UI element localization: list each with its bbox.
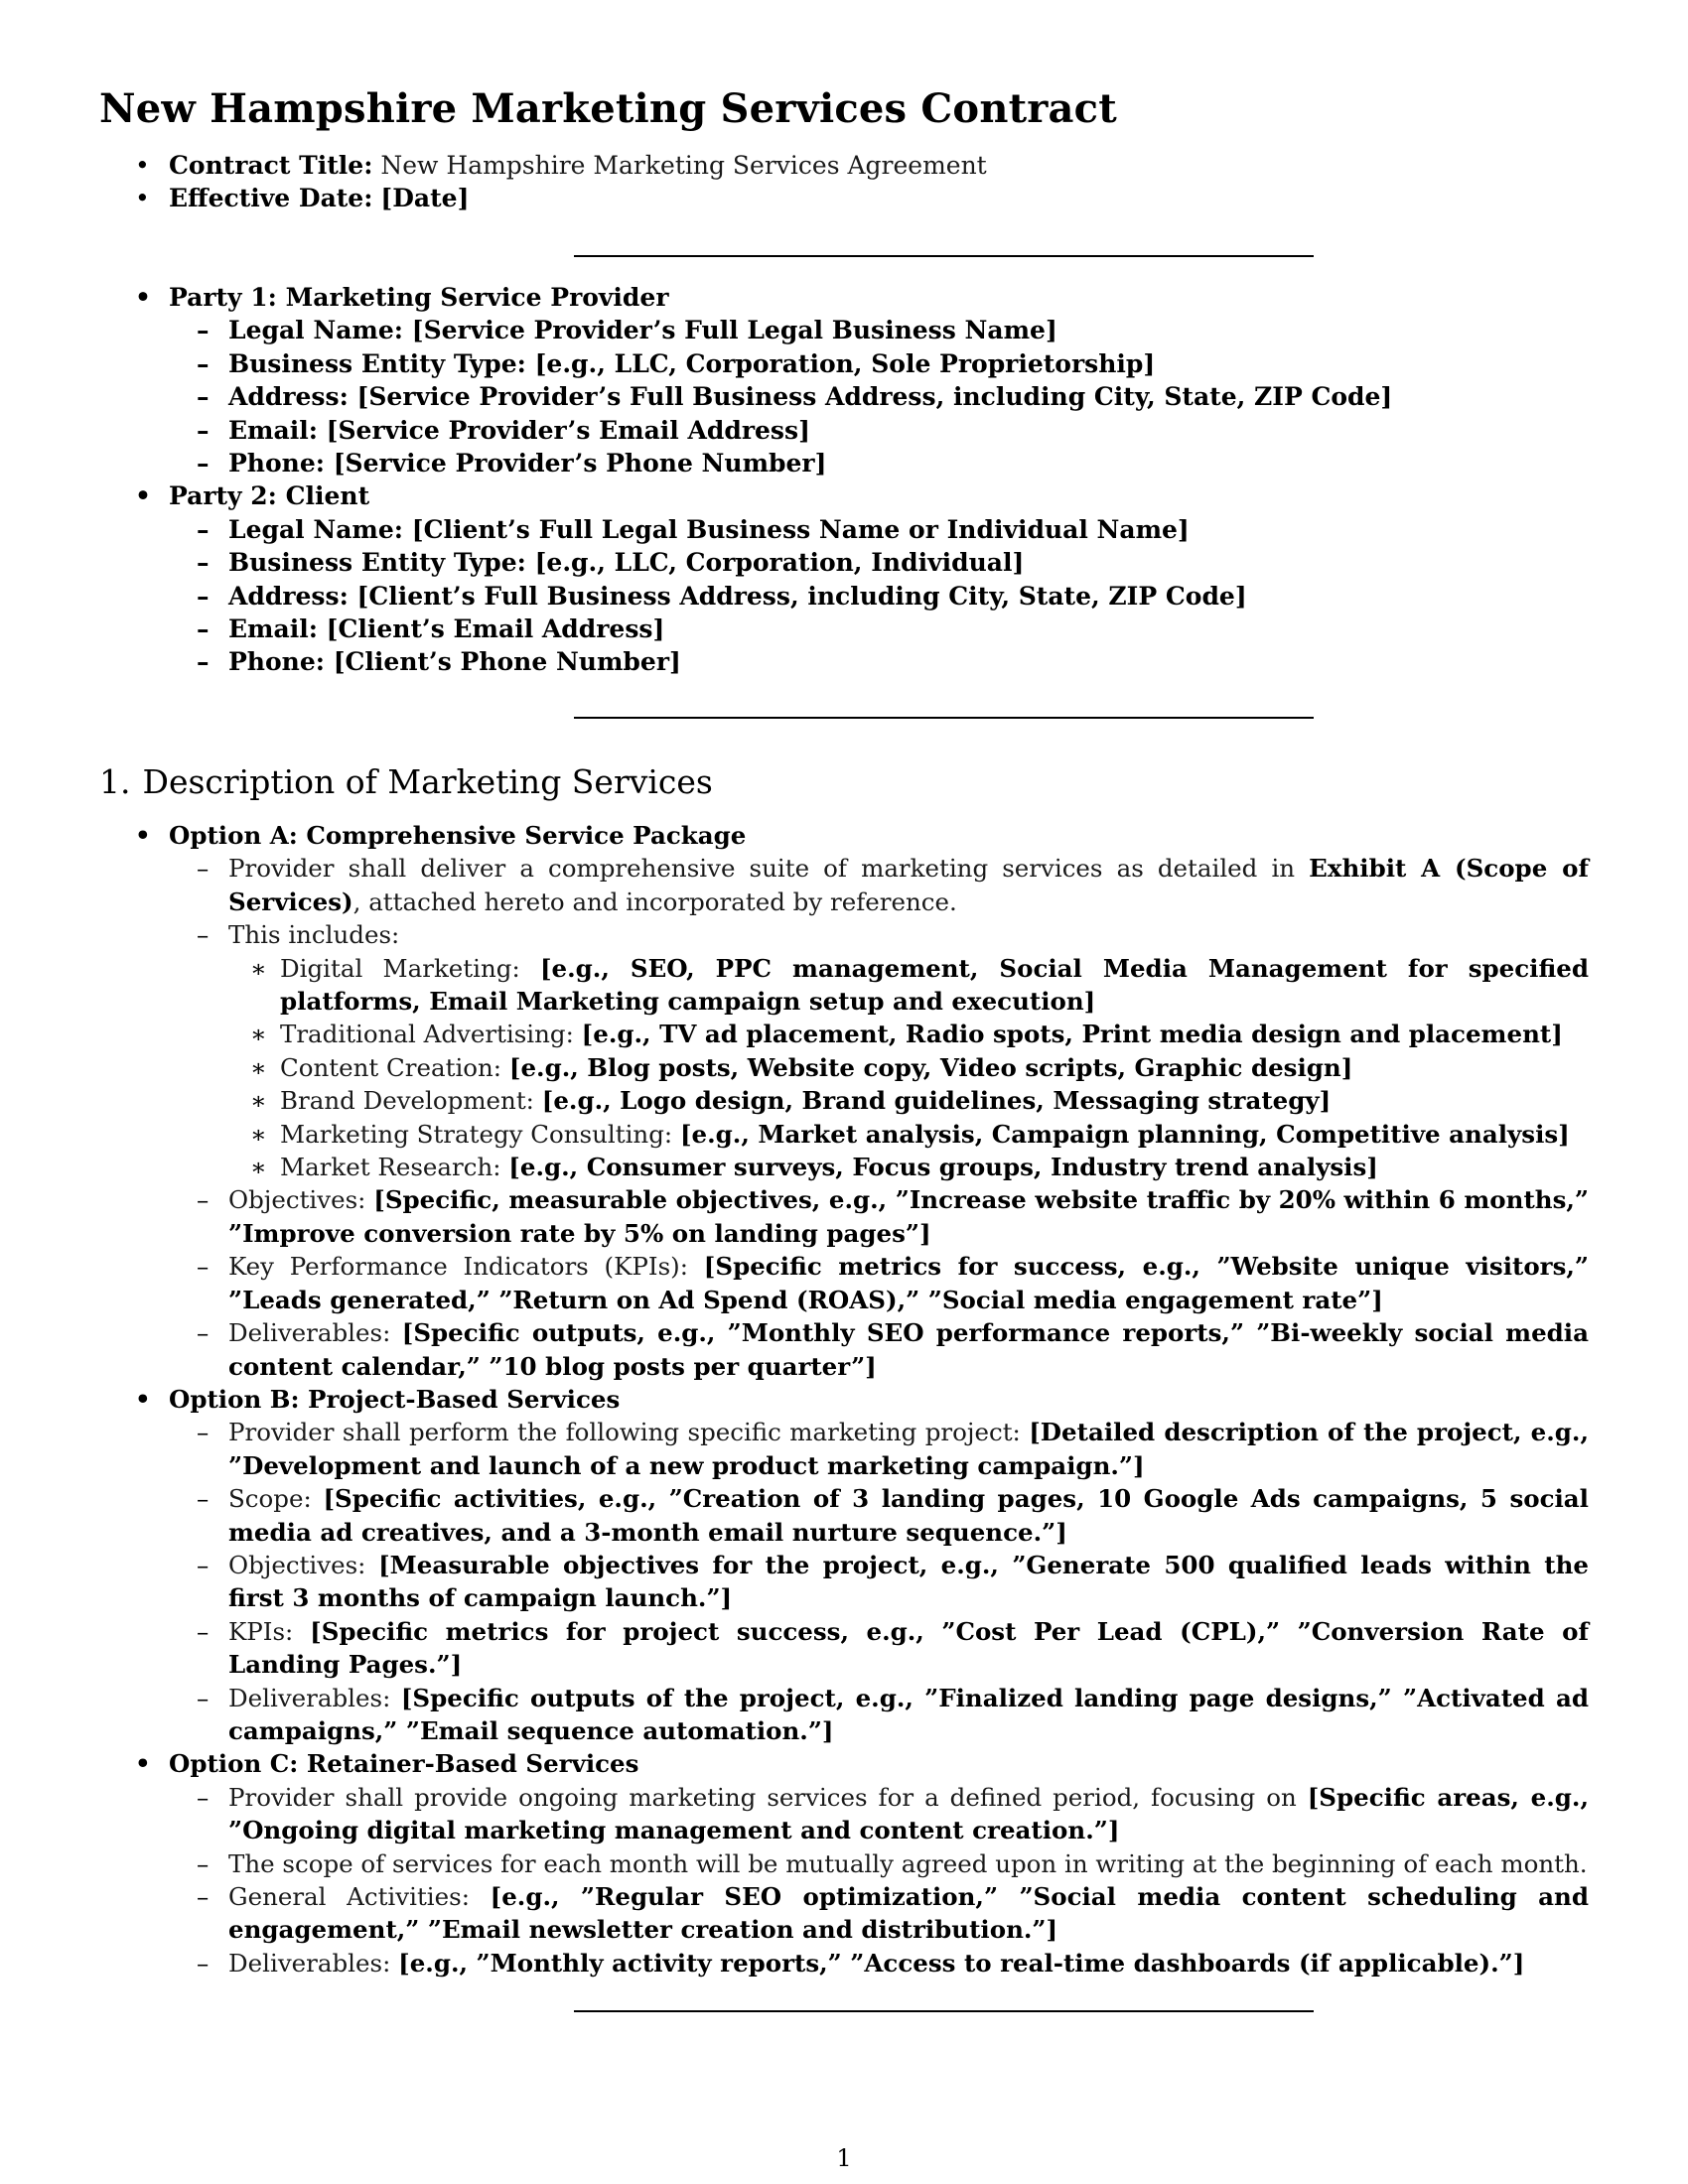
dash-icon: – (197, 449, 210, 478)
list-item: – Business Entity Type: [e.g., LLC, Corporation, Individual] (99, 546, 1589, 579)
dash-icon: – (197, 614, 210, 644)
contract-meta-list (99, 149, 1589, 215)
list-item: – Key Performance Indicators (KPIs): [Specific metrics for success, e.g., ”Website unique visitors,” ”Leads generated,” ”Return on Ad Spend (ROAS),” ”Social media engagement rate”] (197, 1252, 1589, 1314)
dash-icon: – (197, 1252, 210, 1282)
asterisk-icon: ∗ (250, 1020, 267, 1049)
dash-icon: – (197, 415, 210, 445)
dash-icon: – (197, 348, 210, 378)
list-item: – Objectives: [Specific, measurable objectives, e.g., ”Increase website traffic by 20% within 6 months,” ”Improve conversion rate by 5% on landing pages”] (197, 1185, 1589, 1248)
dash-icon: – (197, 1484, 210, 1514)
page-title: New Hampshire Marketing Services Contract (99, 85, 1117, 132)
bullet-icon: • (135, 151, 150, 180)
asterisk-icon: ∗ (250, 953, 267, 983)
asterisk-icon: ∗ (250, 1086, 267, 1116)
list-item: ∗ Content Creation: [e.g., Blog posts, Website copy, Video scripts, Graphic design] (99, 1051, 1589, 1084)
dash-icon: – (197, 1882, 210, 1911)
list-item: – Legal Name: [Client’s Full Legal Business Name or Individual Name] (99, 513, 1589, 546)
bullet-icon: • (135, 1384, 151, 1414)
option-b-heading: • Option B: Project-Based Services (99, 1383, 1589, 1416)
list-item: • Contract Title: New Hampshire Marketing Services Agreement (99, 149, 1589, 182)
dash-icon: – (197, 1550, 210, 1579)
list-item: – This includes: (99, 918, 1589, 951)
dash-icon: – (197, 920, 210, 950)
list-item: ∗ Market Research: [e.g., Consumer surveys, Focus groups, Industry trend analysis] (99, 1151, 1589, 1183)
dash-icon: – (197, 1848, 210, 1878)
bullet-icon: • (135, 1749, 151, 1779)
option-c-heading: • Option C: Retainer-Based Services (99, 1747, 1589, 1780)
divider (574, 255, 1314, 257)
list-item: – Email: [Service Provider’s Email Address] (99, 414, 1589, 447)
page-number: 1 (836, 2144, 852, 2172)
list-item: – Phone: [Service Provider’s Phone Number] (99, 447, 1589, 479)
list-item: – Deliverables: [e.g., ”Monthly activity reports,” ”Access to real-time dashboards (if applicable).”] (99, 1947, 1589, 1979)
dash-icon: – (197, 548, 210, 578)
list-item: ∗ Brand Development: [e.g., Logo design, Brand guidelines, Messaging strategy] (99, 1084, 1589, 1117)
dash-icon: – (197, 514, 210, 544)
party-1-heading: • Party 1: Marketing Service Provider (99, 281, 1589, 314)
list-item: – Scope: [Specific activities, e.g., ”Creation of 3 landing pages, 10 Google Ads campaigns, 5 social media ad creatives, and a 3-month email nurture sequence.”] (197, 1484, 1589, 1547)
asterisk-icon: ∗ (250, 1052, 267, 1082)
parties-list (99, 281, 1589, 679)
dash-icon: – (197, 1616, 210, 1646)
bullet-icon: • (135, 481, 151, 511)
dash-icon: – (197, 1948, 210, 1978)
list-item: – Business Entity Type: [e.g., LLC, Corporation, Sole Proprietorship] (99, 347, 1589, 380)
list-item: ∗ Marketing Strategy Consulting: [e.g., Market analysis, Campaign planning, Competitive analysis] (99, 1118, 1589, 1151)
list-item: – General Activities: [e.g., ”Regular SEO optimization,” ”Social media content scheduling and engagement,” ”Email newsletter creation and distribution.”] (197, 1882, 1589, 1945)
dash-icon: – (197, 581, 210, 611)
option-a-heading: • Option A: Comprehensive Service Package (99, 819, 1589, 852)
list-item: – Deliverables: [Specific outputs, e.g., ”Monthly SEO performance reports,” ”Bi-weekly social media content calendar,” ”10 blog posts per quarter”] (197, 1318, 1589, 1381)
dash-icon: – (197, 1418, 210, 1447)
list-item: – Objectives: [Measurable objectives for the project, e.g., ”Generate 500 qualified leads within the first 3 months of campaign launch.”] (197, 1550, 1589, 1613)
section-heading: 1. Description of Marketing Services (99, 762, 713, 801)
list-item: – Email: [Client’s Email Address] (99, 613, 1589, 645)
dash-icon: – (197, 382, 210, 412)
dash-icon: – (197, 1318, 210, 1348)
dash-icon: – (197, 1185, 210, 1215)
divider (574, 717, 1314, 719)
section-1-list (99, 819, 1589, 1979)
dash-icon: – (197, 316, 210, 345)
list-item: – Deliverables: [Specific outputs of the project, e.g., ”Finalized landing page designs,” ”Activated ad campaigns,” ”Email sequence automation.”] (197, 1683, 1589, 1745)
dash-icon: – (197, 1683, 210, 1712)
dash-icon: – (197, 1782, 210, 1812)
list-item: – Address: [Service Provider’s Full Business Address, including City, State, ZIP Code] (99, 380, 1589, 413)
party-2-heading: • Party 2: Client (99, 479, 1589, 512)
list-item: – Provider shall deliver a comprehensive suite of marketing services as detailed in Exhibit A (Scope of Services), attached hereto and incorporated by reference. (197, 854, 1589, 916)
asterisk-icon: ∗ (250, 1153, 267, 1182)
list-item: – Address: [Client’s Full Business Address, including City, State, ZIP Code] (99, 580, 1589, 613)
bullet-icon: • (135, 283, 151, 312)
divider (574, 2010, 1314, 2012)
dash-icon: – (197, 854, 210, 884)
dash-icon: – (197, 647, 210, 677)
bullet-icon: • (135, 184, 150, 213)
list-item: – KPIs: [Specific metrics for project success, e.g., ”Cost Per Lead (CPL),” ”Conversion Rate of Landing Pages.”] (197, 1616, 1589, 1680)
list-item: – The scope of services for each month will be mutually agreed upon in writing at the beginning of each month. (99, 1847, 1589, 1880)
list-item: – Legal Name: [Service Provider’s Full Legal Business Name] (99, 314, 1589, 346)
list-item: – Provider shall perform the following specific marketing project: [Detailed description of the project, e.g., ”Development and launch of a new product marketing campaign.”] (197, 1418, 1589, 1480)
list-item: – Provider shall provide ongoing marketing services for a defined period, focusing on [Specific areas, e.g., ”Ongoing digital marketing management and content creation.”] (197, 1782, 1589, 1845)
list-item: ∗ Traditional Advertising: [e.g., TV ad placement, Radio spots, Print media design and placement] (99, 1018, 1589, 1050)
list-item: • Effective Date: [Date] (99, 182, 1589, 214)
asterisk-icon: ∗ (250, 1119, 267, 1149)
list-item: ∗ Digital Marketing: [e.g., SEO, PPC management, Social Media Management for specified platforms, Email Marketing campaign setup and execution] (250, 953, 1589, 1017)
bullet-icon: • (135, 821, 151, 850)
list-item: – Phone: [Client’s Phone Number] (99, 645, 1589, 678)
